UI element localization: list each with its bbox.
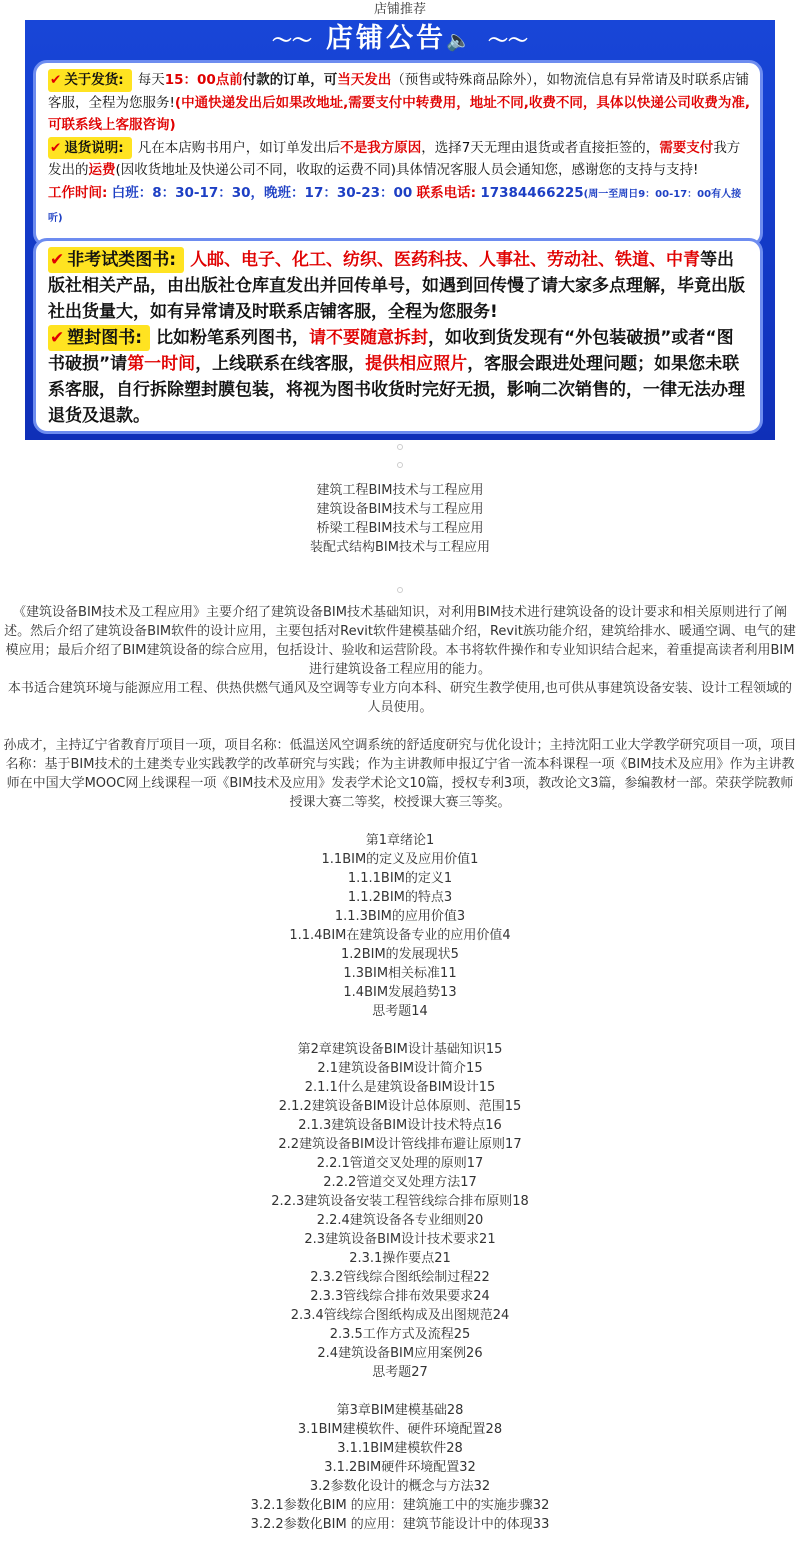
toc-line: 3.2.1参数化BIM 的应用：建筑施工中的实施步骤32: [250, 1498, 550, 1513]
banner-heading: [25, 20, 775, 60]
series-item: 装配式结构BIM技术与工程应用: [310, 540, 490, 555]
toc-line: 2.3建筑设备BIM设计技术要求21: [304, 1232, 496, 1247]
toc-line: 1.1.4BIM在建筑设备专业的应用价值4: [289, 928, 511, 943]
sealed-notice: ✔ 塑封图书: 比如粉笔系列图书，请不要随意拆封，如收到货发现有“外包装破损”或者“图书破损”请第一时间，上线联系在线客服，提供相应照片，客服会跟进处理问题；如果您未联系客服，自行拆除塑封膜包装，将视为图书收货时完好无损，影响二次销售的，一律无法办理退货及退款。: [48, 325, 750, 429]
toc-line: 2.2.3建筑设备安装工程管线综合排布原则18: [271, 1194, 529, 1209]
speaker-icon: 🔈: [446, 28, 474, 52]
toc-line: 2.2.1管道交叉处理的原则17: [316, 1156, 484, 1171]
store-announcement-banner: [25, 20, 775, 440]
checkmark-icon: ✔: [50, 139, 62, 156]
toc-line: 2.3.1操作要点21: [349, 1251, 451, 1266]
wave-left-icon: 〜〜: [272, 28, 313, 52]
shipping-tag: ✔ 关于发货:: [48, 69, 132, 92]
toc-line: 3.1.2BIM硬件环境配置32: [324, 1460, 476, 1475]
toc-line: 2.2.2管道交叉处理方法17: [323, 1175, 477, 1190]
toc-line: 1.2BIM的发展现状5: [341, 947, 459, 962]
toc-line: 3.2参数化设计的概念与方法32: [309, 1479, 491, 1494]
toc-line: 2.1.1什么是建筑设备BIM设计15: [304, 1080, 496, 1095]
toc-line: 1.3BIM相关标准11: [343, 966, 457, 981]
wave-right-icon: 〜〜: [487, 28, 528, 52]
banner-heading-text: 店铺公告: [326, 23, 447, 54]
toc-line: 第2章建筑设备BIM设计基础知识15: [297, 1042, 503, 1057]
working-hours: 工作时间: 白班：8：30-17：30，晚班：17：30-23：00 联系电话: 17384466225(周一至周日9：00-17：00有人接听): [48, 184, 742, 224]
series-list: [0, 481, 800, 557]
toc-line: 1.1.1BIM的定义1: [347, 871, 453, 886]
intro-paragraph: 《建筑设备BIM技术及工程应用》主要介绍了建筑设备BIM技术基础知识，对利用BIM技术进行建筑设备的设计要求和相关原则进行了阐述。然后介绍了建筑设备BIM软件的设计应用，主要包括对Revit软件建模基础介绍，Revit族功能介绍，建筑给排水、暖通空调、电气的建模应用；最后介绍了BIM建筑设备的综合应用，包括设计、验收和运营阶段。本书将软件操作和专业知识结合起来，着重提高读者利用BIM进行建筑设备工程应用的能力。: [4, 605, 796, 677]
notice-card-shipping: [33, 60, 763, 247]
book-introduction: [0, 603, 800, 717]
toc-line: 2.3.2管线综合图纸绘制过程22: [310, 1270, 490, 1285]
toc-line: 第1章绪论1: [365, 833, 435, 848]
toc-line: 2.2建筑设备BIM设计管线排布避让原则17: [278, 1137, 522, 1152]
toc-line: 1.1BIM的定义及应用价值1: [321, 852, 479, 867]
toc-line: 2.1.3建筑设备BIM设计技术特点16: [298, 1118, 502, 1133]
toc-line: 3.1.1BIM建模软件28: [337, 1441, 463, 1456]
nonexam-tag: ✔ 非考试类图书:: [48, 247, 184, 273]
toc-line: 1.1.3BIM的应用价值3: [334, 909, 466, 924]
toc-line: 2.3.5工作方式及流程25: [329, 1327, 471, 1342]
nonexam-notice: ✔ 非考试类图书: 人邮、电子、化工、纺织、医药科技、人事社、劳动社、铁道、中青等出版社相关产品，由出版社仓库直发出并回传单号，如遇到回传慢了请大家多点理解，毕竟出版社出货量大，如有异常请及时联系店铺客服，全程为您服务!: [48, 247, 750, 325]
checkmark-icon: ✔: [50, 328, 65, 348]
toc-line: 2.3.4管线综合图纸构成及出图规范24: [290, 1308, 510, 1323]
notice-card-books: [33, 238, 763, 434]
table-of-contents: [0, 831, 800, 1534]
toc-line: 3.2.2参数化BIM 的应用：建筑节能设计中的体现33: [250, 1517, 550, 1532]
toc-line: 2.1建筑设备BIM设计简介15: [317, 1061, 483, 1076]
intro-paragraph: 本书适合建筑环境与能源应用工程、供热供燃气通风及空调等专业方向本科、研究生教学使用,也可供从事建筑设备安装、设计工程领域的人员使用。: [7, 681, 793, 715]
toc-line: 3.1BIM建模软件、硬件环境配置28: [297, 1422, 503, 1437]
toc-line: 2.4建筑设备BIM应用案例26: [317, 1346, 483, 1361]
toc-line: 1.1.2BIM的特点3: [347, 890, 453, 905]
returns-tag: ✔ 退货说明:: [48, 137, 132, 160]
author-bio: 孙成才，主持辽宁省教育厅项目一项，项目名称：低温送风空调系统的舒适度研究与优化设计；主持沈阳工业大学教学研究项目一项，项目名称：基于BIM技术的土建类专业实践教学的改革研究与实践；作为主讲教师申报辽宁省一流本科课程一项《BIM技术及应用》作为主讲教师在中国大学MOOC网上线课程一项《BIM技术及应用》发表学术论文10篇，授权专利3项，教改论文3篇，参编教材一部。荣获学院教师授课大赛二等奖，校授课大赛三等奖。: [3, 738, 797, 810]
toc-line: 1.4BIM发展趋势13: [343, 985, 457, 1000]
toc-line: 2.1.2建筑设备BIM设计总体原则、范围15: [278, 1099, 522, 1114]
toc-line: 思考题14: [372, 1004, 428, 1019]
sealed-tag: ✔ 塑封图书:: [48, 325, 150, 351]
toc-line: 2.3.3管线综合排布效果要求24: [310, 1289, 490, 1304]
series-item: 建筑设备BIM技术与工程应用: [316, 502, 484, 517]
toc-chapter: [0, 1401, 800, 1534]
series-item: 建筑工程BIM技术与工程应用: [316, 483, 484, 498]
series-item: 桥梁工程BIM技术与工程应用: [316, 521, 484, 536]
checkmark-icon: ✔: [50, 250, 65, 270]
toc-line: 第3章BIM建模基础28: [336, 1403, 464, 1418]
toc-line: 思考题27: [372, 1365, 428, 1380]
toc-chapter: [0, 831, 800, 1021]
checkmark-icon: ✔: [50, 72, 62, 88]
toc-line: 2.2.4建筑设备各专业细则20: [316, 1213, 484, 1228]
shipping-notice: ✔ 关于发货: 每天15：00点前付款的订单，可当天发出（预售或特殊商品除外），如物流信息有异常请及时联系店铺客服，全程为您服务!(中通快递发出后如果改地址,需要支付中转费用，地址不同,收费不同，具体以快递公司收费为准,可联系线上客服咨询): [48, 69, 750, 137]
page-title: 店铺推荐: [373, 2, 426, 17]
toc-chapter: [0, 1040, 800, 1382]
returns-notice: ✔ 退货说明: 凡在本店购书用户，如订单发出后不是我方原因，选择7天无理由退货或者直接拒签的，需要支付我方发出的运费(因收货地址及快递公司不同，收取的运费不同)具体情况客服人员会通知您，感谢您的支持与支持!: [48, 137, 750, 182]
phone-number: 17384466225: [480, 184, 584, 201]
